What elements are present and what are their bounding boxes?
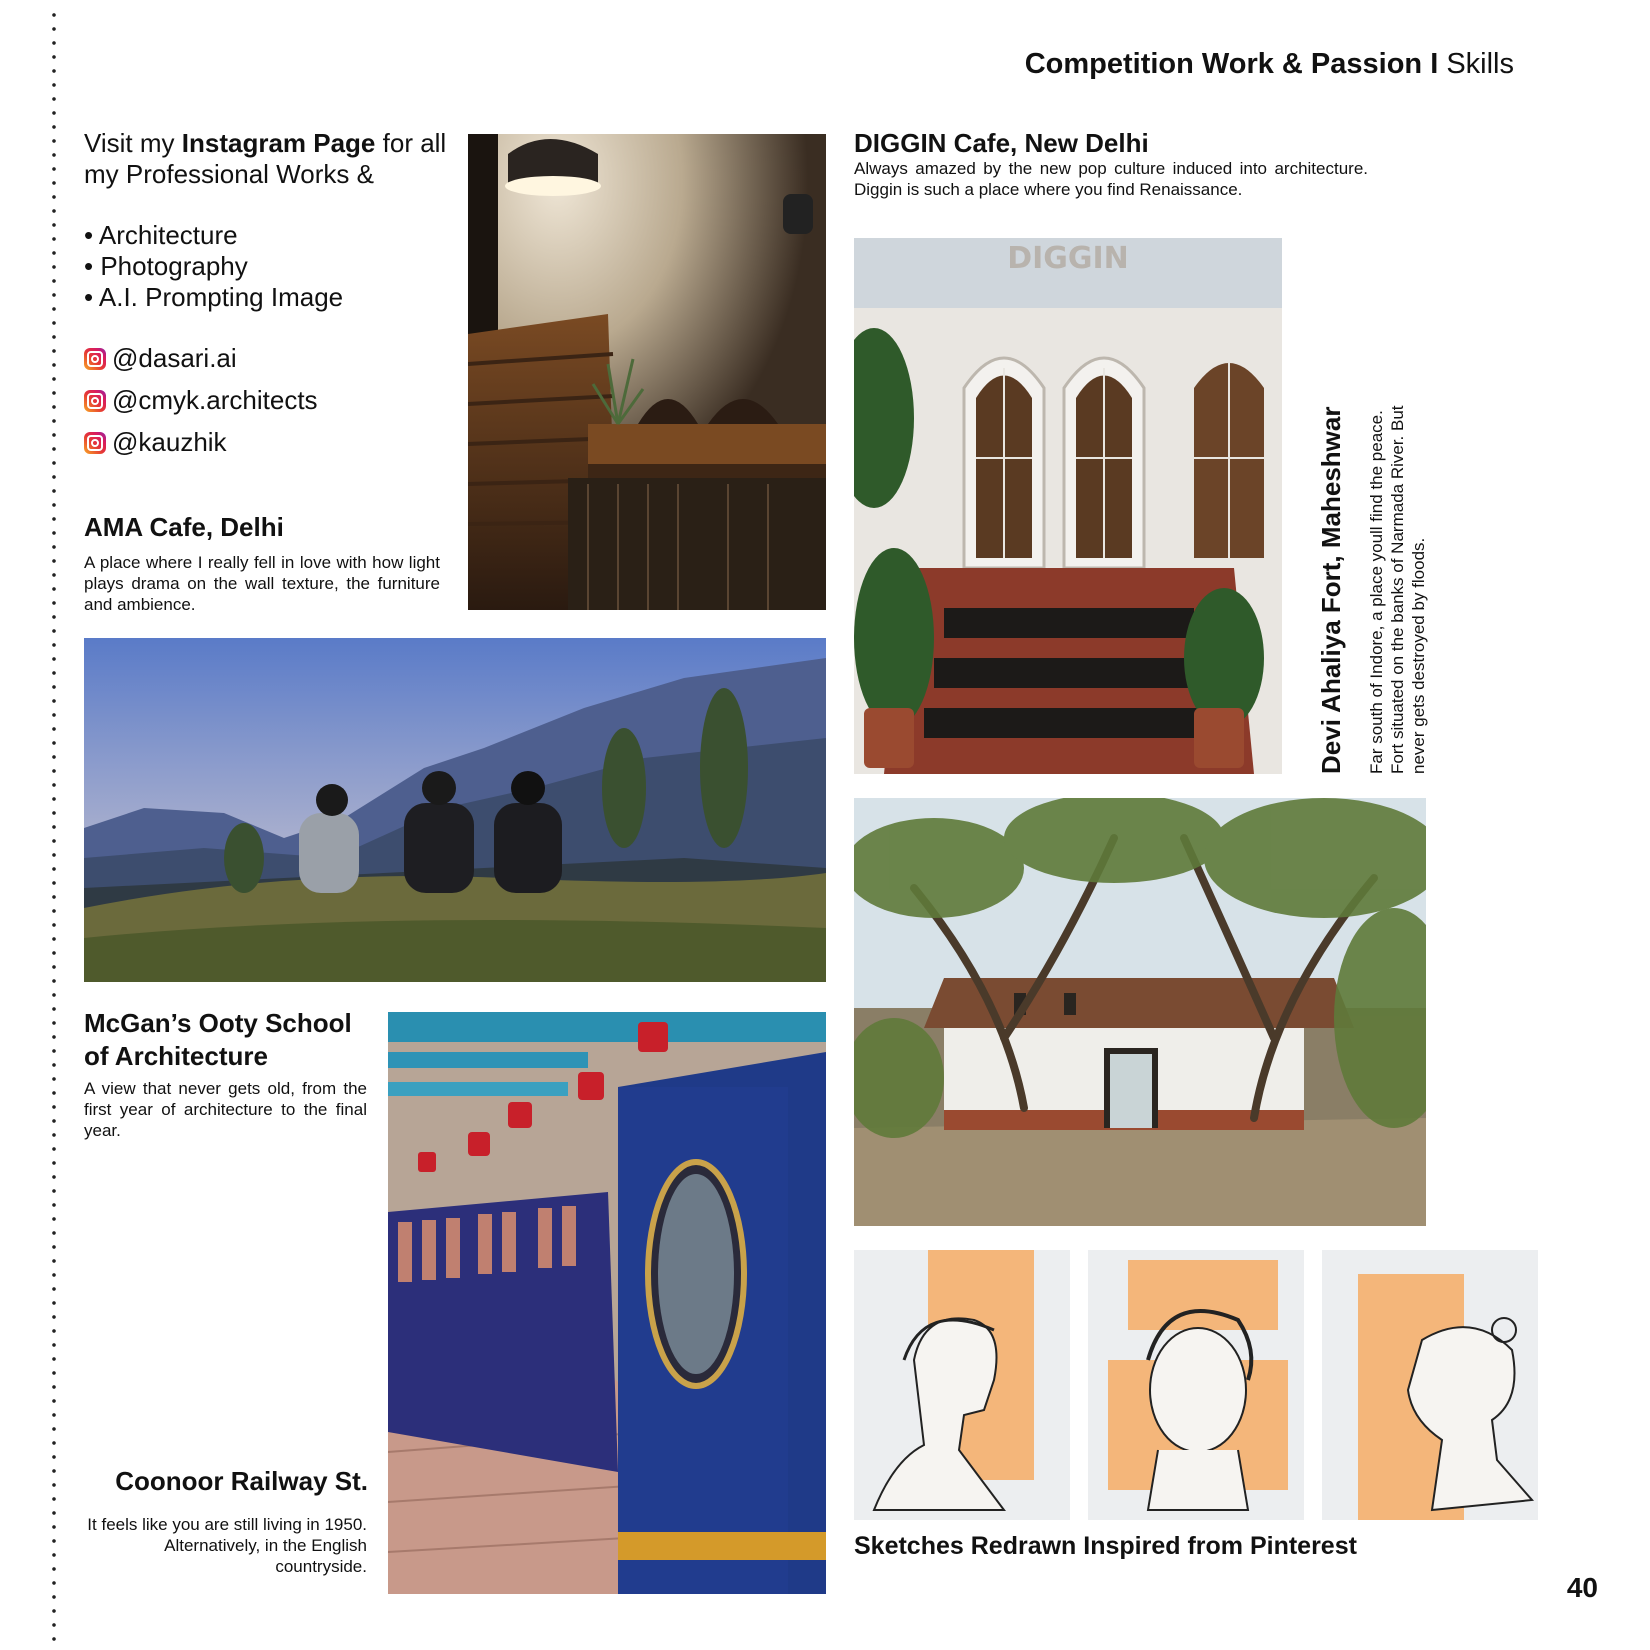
ooty-mountain-photo: [84, 638, 826, 982]
coonoor-train-photo: [388, 1012, 826, 1594]
header-bold: Competition Work & Passion: [1024, 48, 1423, 80]
intro-post: for all my Professional Works &: [84, 128, 447, 189]
handle-text: @dasari.ai: [112, 343, 237, 373]
dotted-margin-line: [52, 8, 56, 1642]
skill-item: • A.I. Prompting Image: [84, 282, 344, 312]
header-regular: Skills: [1446, 48, 1514, 80]
fort-description: [1366, 405, 1429, 774]
page-header: [1025, 48, 1514, 81]
intro-bold: Instagram Page: [181, 128, 376, 158]
sketches-caption: Sketches Redrawn Inspired from Pinterest: [854, 1532, 1357, 1560]
skills-list: [84, 220, 343, 313]
diggin-cafe-photo: [854, 238, 1282, 774]
diggin-title: DIGGIN Cafe, New Delhi: [854, 128, 1149, 158]
header-separator: I: [1430, 48, 1439, 80]
instagram-link-kauzhik[interactable]: [84, 427, 227, 458]
coonoor-title: Coonoor Railway St.: [115, 1466, 368, 1496]
skill-item: • Photography: [84, 251, 248, 281]
fort-title: Devi Ahaliya Fort, Maheshwar: [1316, 406, 1346, 774]
mcgan-title-line1: McGan’s Ooty School: [84, 1008, 352, 1038]
ama-cafe-description: A place where I really fell in love with how light plays drama on the wall texture, the furniture and ambience.: [84, 553, 440, 614]
ama-cafe-photo: [468, 134, 826, 610]
mcgan-description: A view that never gets old, from the first year of architecture to the final year.: [84, 1079, 367, 1140]
fort-text-line: Far south of Indore, a place youll find the peace.: [1367, 410, 1386, 774]
sketch-2: [1088, 1250, 1304, 1520]
handle-text: @kauzhik: [112, 427, 227, 457]
diggin-sign-text: DIGGIN: [1007, 241, 1129, 276]
instagram-icon: [84, 390, 106, 412]
maheshwar-fort-photo: [854, 798, 1426, 1226]
sketch-1: [854, 1250, 1070, 1520]
handle-text: @cmyk.architects: [112, 385, 318, 415]
instagram-link-cmyk[interactable]: [84, 385, 318, 416]
intro-pre: Visit my: [84, 128, 182, 158]
instagram-intro: [84, 128, 464, 190]
sketch-3: [1322, 1250, 1538, 1520]
coonoor-description: It feels like you are still living in 1950. Alternatively, in the English countryside.: [87, 1515, 367, 1576]
mcgan-title-line2: of Architecture: [84, 1041, 268, 1071]
instagram-link-dasari[interactable]: [84, 343, 237, 374]
instagram-icon: [84, 432, 106, 454]
skill-item: • Architecture: [84, 220, 238, 250]
mcgan-title: [84, 1008, 367, 1072]
fort-text-line: never gets destroyed by floods.: [1409, 537, 1428, 774]
diggin-description: Always amazed by the new pop culture induced into architecture. Diggin is such a place where you find Renaissance.: [854, 159, 1368, 199]
page-number: 40: [1566, 1572, 1598, 1603]
ama-cafe-title: AMA Cafe, Delhi: [84, 512, 284, 542]
instagram-icon: [84, 348, 106, 370]
fort-text-line: Fort situated on the banks of Narmada River. But: [1388, 405, 1407, 774]
